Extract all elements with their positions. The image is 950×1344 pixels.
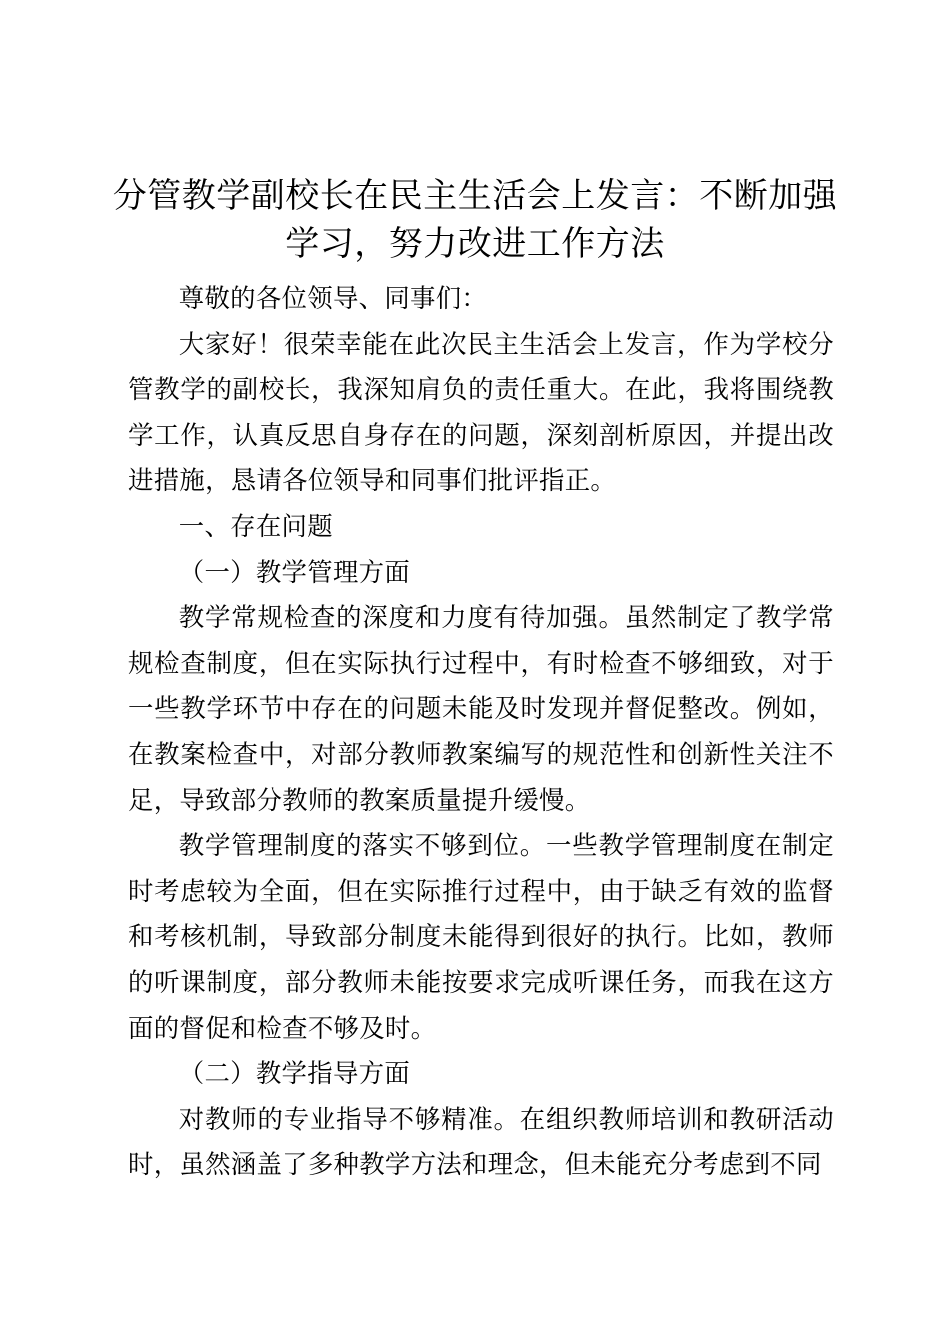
- subsection-heading: （一）教学管理方面: [178, 556, 411, 587]
- subsection-heading: （二）教学指导方面: [178, 1058, 411, 1089]
- document-title: 分管教学副校长在民主生活会上发言：不断加强学习，努力改进工作方法: [112, 176, 838, 264]
- body-paragraph: 对教师的专业指导不够精准。在组织教师培训和教研活动时，虽然涵盖了多种教学方法和理念，但未能充分考虑到不同: [128, 1103, 834, 1180]
- salutation: 尊敬的各位领导、同事们：: [178, 283, 488, 313]
- body-paragraph: 教学常规检查的深度和力度有待加强。虽然制定了教学常规检查制度，但在实际执行过程中，有时检查不够细致，对于一些教学环节中存在的问题未能及时发现并督促整改。例如，在教案检查中，对部分教师教案编写的规范性和创新性关注不足，导致部分教师的教案质量提升缓慢。: [128, 602, 834, 815]
- intro-paragraph: 大家好！很荣幸能在此次民主生活会上发言，作为学校分管教学的副校长，我深知肩负的责任重大。在此，我将围绕教学工作，认真反思自身存在的问题，深刻剖析原因，并提出改进措施，恳请各位领导和同事们批评指正。: [128, 328, 834, 496]
- document-body: [128, 276, 834, 1188]
- section-heading: 一、存在问题: [178, 510, 333, 541]
- body-paragraph: 教学管理制度的落实不够到位。一些教学管理制度在制定时考虑较为全面，但在实际推行过程中，由于缺乏有效的监督和考核机制，导致部分制度未能得到很好的执行。比如，教师的听课制度，部分教师未能按要求完成听课任务，而我在这方面的督促和检查不够及时。: [128, 830, 834, 1043]
